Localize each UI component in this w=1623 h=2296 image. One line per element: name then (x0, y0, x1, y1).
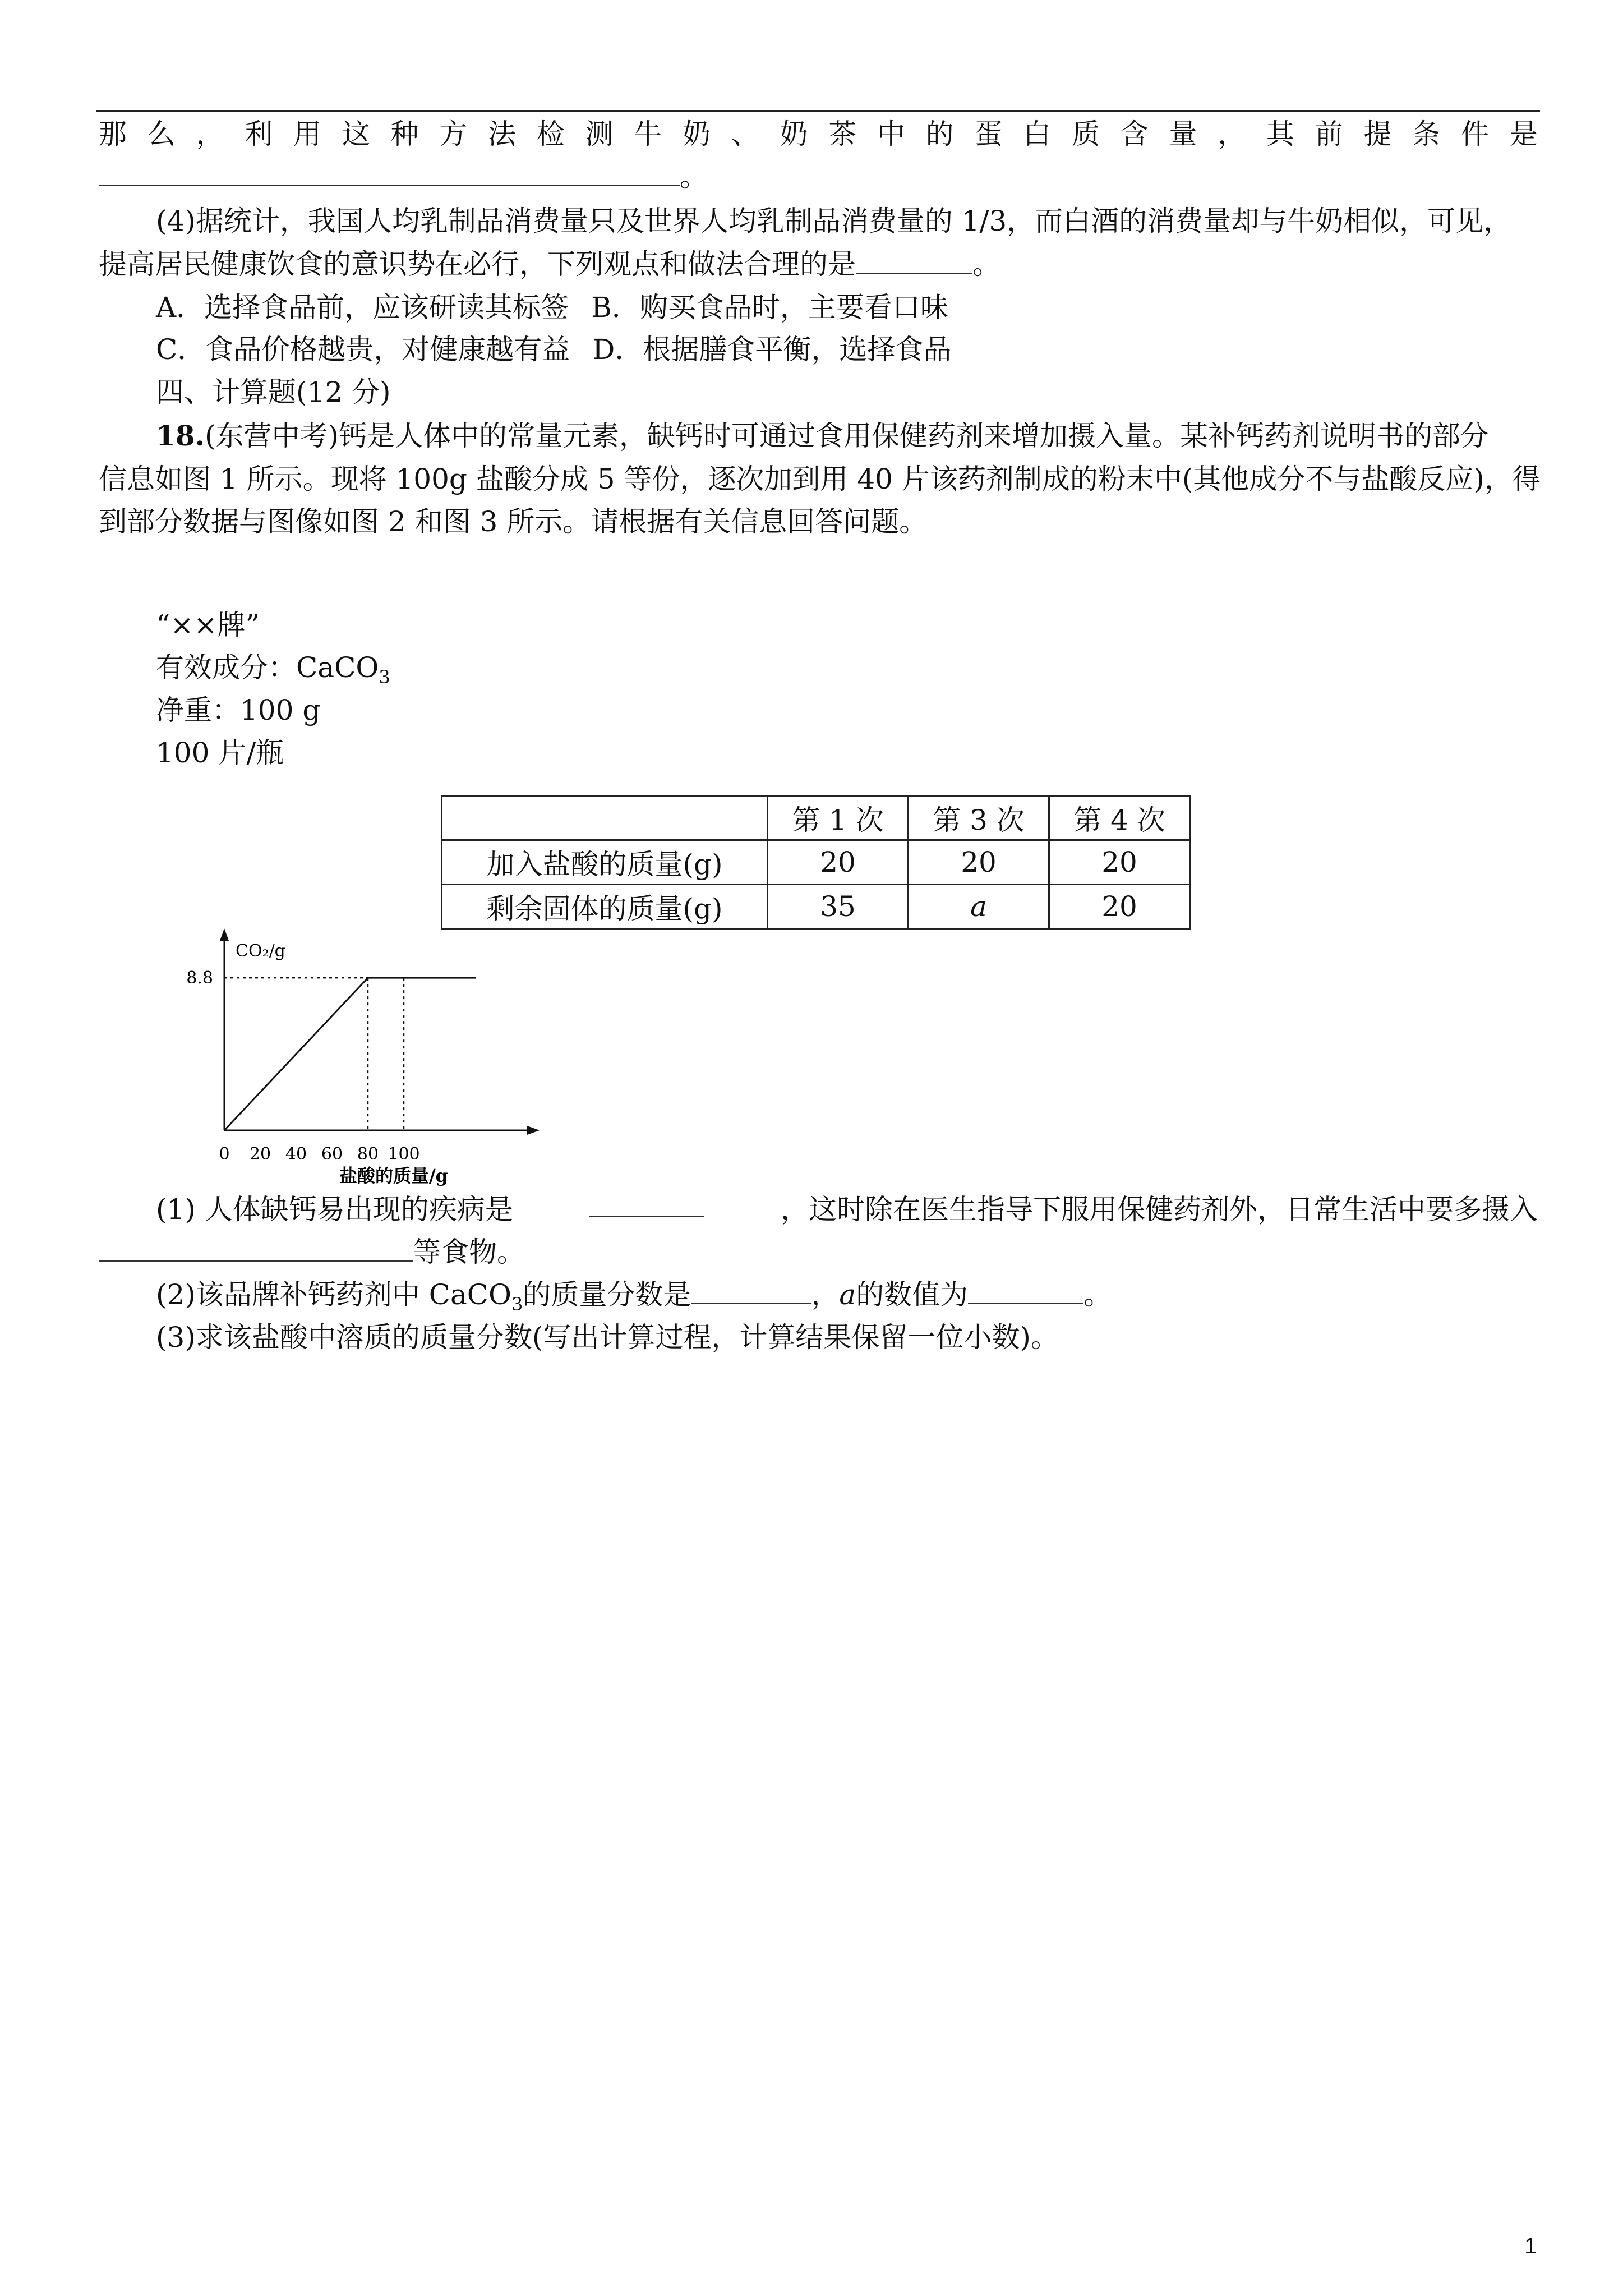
label-ingredient (156, 649, 390, 686)
option-a: A．选择食品前，应该研读其标签 (156, 291, 569, 324)
section-heading: 四、计算题(12 分) (156, 376, 391, 408)
q2-end: 。 (1083, 1278, 1112, 1311)
q3-answer-line (99, 158, 708, 195)
q4-line2-end: 。 (972, 248, 1000, 280)
table-cell: 20 (909, 840, 1049, 885)
option-b: B．购买食品时，主要看口味 (591, 291, 948, 324)
q18-line3: 到部分数据与图像如图 2 和图 3 所示。请根据有关信息回答问题。 (99, 505, 928, 538)
q4-options-row2 (156, 331, 951, 368)
q3-tail-char: 件 (1461, 118, 1489, 150)
q3-tail-char: 中 (877, 118, 905, 150)
answer-blank[interactable] (589, 1191, 704, 1217)
q3-tail-char: 种 (390, 118, 419, 150)
q3-end: 。 (680, 160, 708, 193)
x-axis-arrow (527, 1126, 540, 1135)
q1-text: (1) 人体缺钙易出现的疾病是 (156, 1193, 513, 1226)
answer-blank[interactable] (968, 1278, 1083, 1304)
top-rule (96, 110, 1540, 112)
page-number: 1 (1524, 2234, 1537, 2258)
q2-text-mid: 的质量分数是 (523, 1278, 691, 1311)
option-c: C．食品价格越贵，对健康越有益 (156, 333, 570, 366)
x-tick-label: 100 (388, 1144, 420, 1164)
q3-tail-char: 么 (147, 118, 176, 150)
y-tick-label: 8.8 (186, 968, 213, 988)
x-tick-label: 60 (321, 1144, 343, 1164)
label-weight: 净重：100 g (156, 694, 321, 726)
co2-series-line (224, 978, 476, 1130)
table-cell: 35 (768, 885, 909, 929)
q3-tail-char: 白 (1023, 118, 1052, 150)
label-brand: “××牌” (156, 609, 260, 641)
table-header-cell: 第 1 次 (768, 796, 909, 840)
q4-line2-text: 提高居民健康饮食的意识势在必行，下列观点和做法合理的是 (99, 248, 856, 280)
q3-tail-char: 那 (99, 118, 127, 150)
q3-tail-char: 用 (293, 118, 321, 150)
option-d: D．根据膳食平衡，选择食品 (592, 333, 952, 366)
question-number: 18. (156, 419, 205, 452)
q3-tail-char: 奶 (683, 118, 711, 150)
q1-line (156, 1191, 1538, 1228)
x-tick-label: 0 (219, 1144, 230, 1164)
answer-blank[interactable] (99, 1236, 413, 1262)
q2-text: (2)该品牌补钙药剂中 CaCO (156, 1278, 512, 1311)
q4-options-row1 (156, 289, 948, 326)
q18-line2: 信息如图 1 所示。现将 100g 盐酸分成 5 等份，逐次加到用 40 片该药剂制成的粉末中(其他成分不与盐酸反应)，得 (99, 463, 1541, 495)
q3-tail-char: 含 (1120, 118, 1149, 150)
q3-tail-char: 方 (439, 118, 468, 150)
q3-tail-char: 蛋 (974, 118, 1003, 150)
q2-subscript: 3 (511, 1294, 523, 1315)
q3-tail-line (99, 116, 1538, 153)
q3-tail-char: 检 (536, 118, 565, 150)
x-tick-label: 20 (249, 1144, 271, 1164)
q3-tail-char: 其 (1266, 118, 1294, 150)
q2-line: (2)该品牌补钙药剂中 CaCO$_3$的质量分数是 ，a的数值为 。 (156, 1278, 1112, 1315)
x-axis-label: 盐酸的质量/g (339, 1165, 449, 1186)
y-axis-arrow (220, 928, 229, 941)
q3-tail-char: ， (196, 118, 224, 150)
q3-tail-char: 茶 (828, 118, 857, 150)
q3-tail-char: 这 (342, 118, 370, 150)
table-cell: a (909, 885, 1049, 929)
q3-tail-char: 、 (731, 118, 759, 150)
table-row (442, 840, 1190, 885)
q18-text1: (东营中考)钙是人体中的常量元素，缺钙时可通过食用保健药剂来增加摄入量。某补钙药剂说明书的部分 (205, 420, 1489, 452)
q3-tail-char: ， (1218, 118, 1246, 150)
table-cell: 剩余固体的质量(g) (442, 885, 768, 929)
table-cell: 20 (1049, 885, 1190, 929)
q3-tail-char: 的 (925, 118, 954, 150)
q3-tail-char: 测 (585, 118, 614, 150)
table-cell: 加入盐酸的质量(g) (442, 840, 768, 885)
label-count: 100 片/瓶 (156, 737, 284, 769)
q3-tail-char: 量 (1169, 118, 1197, 150)
answer-blank[interactable] (691, 1278, 811, 1304)
q3-tail-char: 质 (1072, 118, 1100, 150)
q2-variable: a (839, 1278, 856, 1311)
table-row (442, 885, 1190, 929)
answer-blank[interactable] (99, 160, 680, 186)
table-header-cell: 第 4 次 (1049, 796, 1190, 840)
table-cell: 20 (768, 840, 909, 885)
q3-line: (3)求该盐酸中溶质的质量分数(写出计算过程，计算结果保留一位小数)。 (156, 1321, 1059, 1354)
y-axis-label: CO₂/g (236, 941, 285, 961)
q1-line2 (99, 1234, 525, 1271)
q4-line2 (99, 246, 1000, 283)
x-tick-label: 80 (357, 1144, 379, 1164)
co2-chart (168, 928, 561, 1198)
q3-tail-char: 提 (1363, 118, 1392, 150)
x-tick-label: 40 (285, 1144, 307, 1164)
table-header-cell: 第 3 次 (909, 796, 1049, 840)
table-header-cell (442, 796, 768, 840)
q3-tail-char: 前 (1315, 118, 1343, 150)
q1-end: 等食物。 (413, 1236, 525, 1268)
ingredient-subscript: 3 (379, 666, 390, 688)
q3-tail-char: 利 (245, 118, 273, 150)
ingredient-text: 有效成分：CaCO (156, 651, 379, 684)
table-header-row (442, 796, 1190, 840)
q3-tail-char: 牛 (634, 118, 662, 150)
answer-blank[interactable] (856, 248, 972, 274)
q18-line1 (156, 417, 1488, 454)
data-table (441, 795, 1191, 930)
q3-tail-char: 奶 (780, 118, 808, 150)
q3-tail-char: 法 (488, 118, 516, 150)
q3-tail-char: 是 (1509, 118, 1538, 150)
table-cell: 20 (1049, 840, 1190, 885)
q1-text-mid: ，这时除在医生指导下服用保健药剂外，日常生活中要多摄入 (781, 1193, 1538, 1226)
q4-line1: (4)据统计，我国人均乳制品消费量只及世界人均乳制品消费量的 1/3，而白酒的消费量却与牛奶相似，可见， (156, 205, 1512, 237)
q2-text-mid2: 的数值为 (856, 1278, 969, 1311)
q3-tail-char: 条 (1412, 118, 1441, 150)
